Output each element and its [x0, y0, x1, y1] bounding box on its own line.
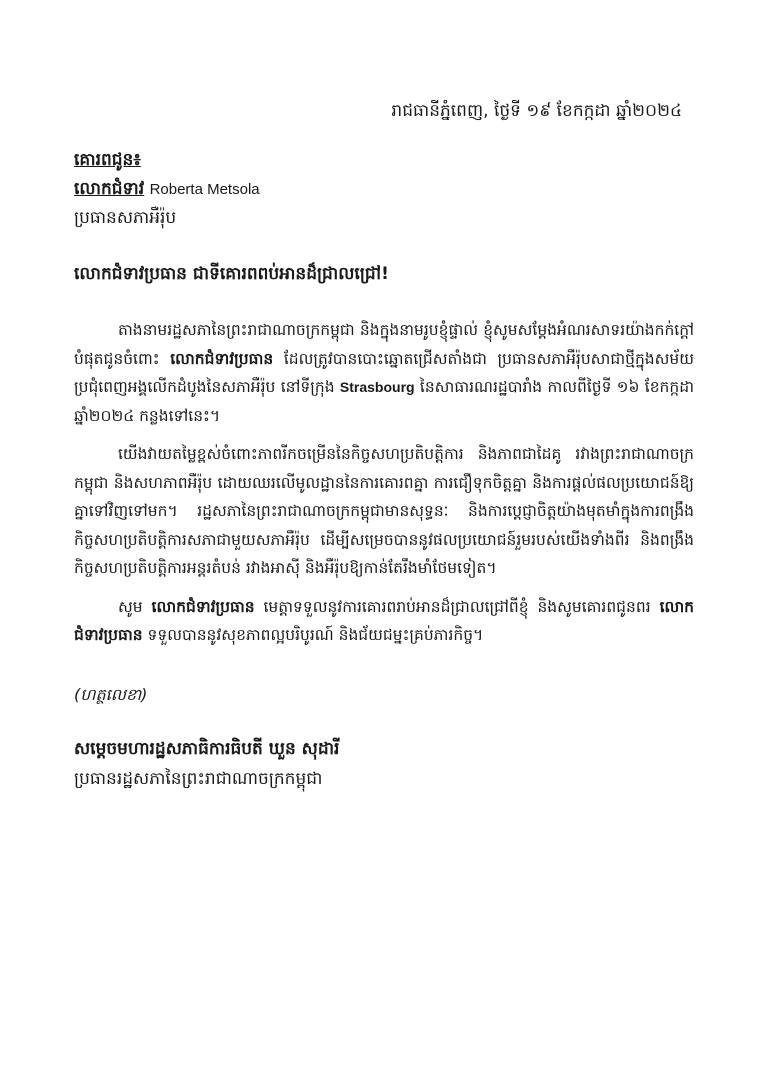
signatory-title: ប្រធានរដ្ឋសភានៃព្រះរាជាណាចក្រកម្ពុជា — [74, 769, 323, 789]
paragraph-1 — [74, 316, 694, 430]
paragraph-3-text-b: មេត្តាទទួលនូវការគោរពរាប់អានដ៏ជ្រាលជ្រៅពីខ្ញុំ និងសូមគោរពជូនពរ — [263, 597, 651, 616]
salutation: លោកជំទាវប្រធាន ជាទីគោរពពប់អានដ៏ជ្រាលជ្រៅ! — [74, 264, 389, 284]
recipient-heading: គោរពជូន៖ — [74, 150, 141, 170]
paragraph-2: យើងវាយតម្លៃខ្ពស់ចំពោះភាពរីកចម្រើននៃកិច្ចសហប្រតិបត្តិការ និងភាពជាដៃគូ រវាងព្រះរាជាណាចក្រកម្ពុជា និងសហភាពអឺរ៉ុប ដោយឈរលើមូលដ្ឋាននៃការគោរពគ្នា ការជឿទុកចិត្តគ្នា និងការផ្ដល់ផលប្រយោជន៍ឱ្យគ្នាទៅវិញទៅមក។ រដ្ឋសភានៃព្រះរាជាណាចក្រកម្ពុជាមានសុទ្ធនៈ និងការប្ដេជ្ញាចិត្តយ៉ាងមុតមាំក្នុងការពង្រឹងកិច្ចសហប្រតិបត្តិការសភាជាមួយសភាអឺរ៉ុប ដើម្បីសម្រេចបាននូវផលប្រយោជន៍រួមរបស់យើងទាំងពីរ និងពង្រឹងកិច្ចសហប្រតិបត្តិការអន្តរតំបន់ រវាងអាស៊ី និងអឺរ៉ុបឱ្យកាន់តែរឹងមាំថែមទៀត។ — [74, 445, 694, 577]
signatory-name: សម្ដេចមហារដ្ឋសភាធិការធិបតី ឃួន សុដារី — [74, 739, 340, 759]
paragraph-3-addressee-1: លោកជំទាវប្រធាន — [151, 597, 255, 616]
paragraph-3-text-a: សូម — [118, 597, 143, 616]
paragraph-1-addressee: លោកជំទាវប្រធាន — [170, 349, 274, 368]
paragraph-3-text-c: ទទួលបាននូវសុខភាពល្អបរិបូរណ៍ និងជ័យជម្នះគ្រប់ភារកិច្ច។ — [147, 626, 484, 644]
recipient-honorific: លោកជំទាវ — [74, 179, 145, 199]
paragraph-3 — [74, 593, 694, 650]
recipient-name-line — [74, 175, 260, 204]
paragraph-3-addressee-2: លោកជំទាវប្រធាន — [74, 597, 694, 644]
paragraph-1-city: Strasbourg — [339, 379, 415, 395]
dateline: រាជធានីភ្នំពេញ, ថ្ងៃទី ១៩ ខែកក្កដា ឆ្នាំ២០២៤ — [391, 101, 682, 121]
recipient-block — [74, 146, 260, 233]
recipient-title: ប្រធានសភាអឺរ៉ុប — [74, 208, 177, 228]
paragraph-1-text-c: នៃសាធារណរដ្ឋបារាំង កាលពីថ្ងៃទី ១៦ ខែកក្កដា ឆ្នាំ២០២៤ កន្លងទៅនេះ។ — [74, 378, 694, 425]
signed-note: (ហត្ថលេខា) — [74, 685, 148, 704]
signatory-block — [74, 734, 339, 794]
paragraph-1-text-a: តាងនាមរដ្ឋសភានៃព្រះរាជាណាចក្រកម្ពុជា និងក្នុងនាមរូបខ្ញុំផ្ទាល់ ខ្ញុំសូមសម្ដែងអំណរសាទរយ៉ាងកក់ក្ដៅបំផុតជូនចំពោះ — [74, 321, 694, 368]
letter-body — [74, 316, 694, 660]
recipient-name: Roberta Metsola — [149, 181, 260, 198]
paragraph-1-text-b: ដែលត្រូវបានបោះឆ្នោតជ្រើសតាំងជា ប្រធានសភាអឺរ៉ុបសាជាថ្មីក្នុងសម័យប្រជុំពេញអង្គលើកដំបូងនៃសភាអឺរ៉ុប នៅទីក្រុង — [74, 349, 694, 396]
